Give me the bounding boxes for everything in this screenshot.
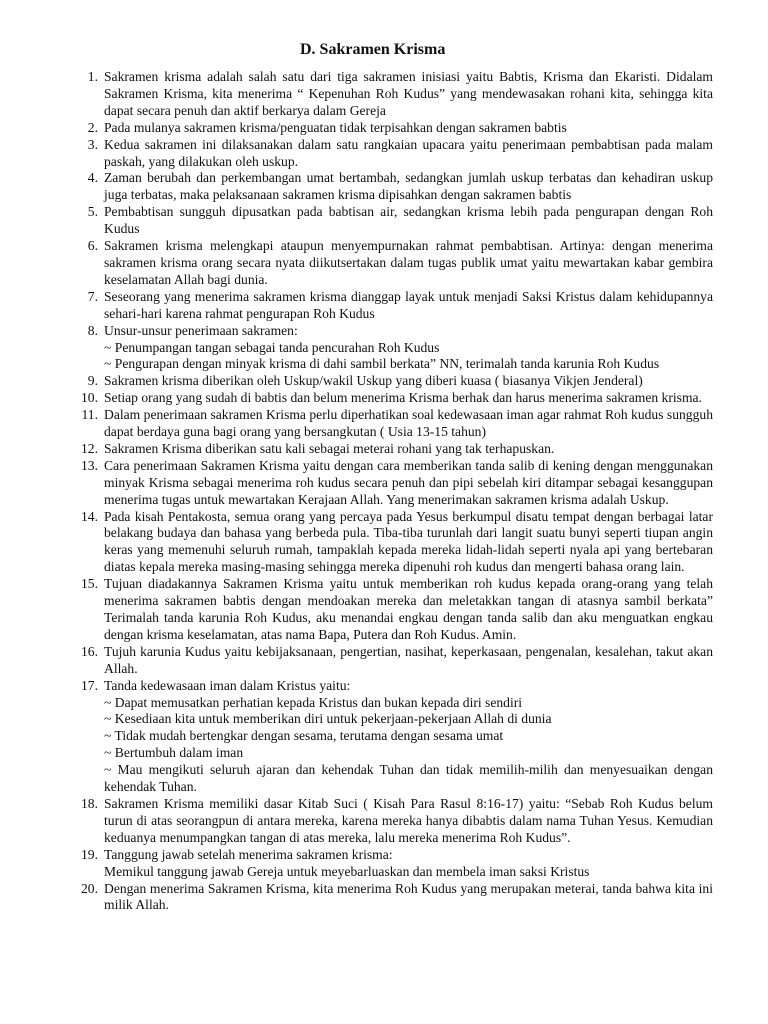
list-item <box>62 323 713 374</box>
item-text: Tanggung jawab setelah menerima sakramen krisma: <box>104 846 393 862</box>
list-item <box>62 847 713 881</box>
item-number: 2. <box>87 119 98 135</box>
list-item <box>62 678 713 796</box>
item-number: 3. <box>87 136 98 152</box>
item-number: 13. <box>81 457 98 473</box>
item-number: 10. <box>81 390 98 406</box>
sub-item: ~ Bertumbuh dalam iman <box>104 745 244 761</box>
item-text: Pembabtisan sungguh dipusatkan pada babtisan air, sedangkan krisma lebih pada pengurapan dengan Roh Kudus <box>104 204 713 237</box>
item-number: 19. <box>81 846 98 862</box>
sub-item: ~ Kesediaan kita untuk memberikan diri untuk pekerjaan-pekerjaan Allah di dunia <box>104 711 552 727</box>
item-text: Sakramen Krisma diberikan satu kali sebagai meterai rohani yang tak terhapuskan. <box>104 440 555 456</box>
item-text: Sakramen krisma adalah salah satu dari tiga sakramen inisiasi yaitu Babtis, Krisma dan Ekaristi. Didalam Sakramen Krisma, kita menerima “ Kepenuhan Roh Kudus” yang mendewasakan rohani kita, sehingga kita dapat secara penuh dan aktif berkarya dalam Gereja <box>104 69 713 118</box>
item-number: 18. <box>81 795 98 811</box>
list-item <box>62 120 713 137</box>
item-text: Zaman berubah dan perkembangan umat bertambah, sedangkan jumlah uskup terbatas dan kehadiran uskup juga terbatas, maka pelaksanaan sakramen krisma dipisahkan dengan sakramen babtis <box>104 170 713 203</box>
list-item <box>62 441 713 458</box>
item-text: Kedua sakramen ini dilaksanakan dalam satu rangkaian upacara yaitu penerimaan pembabtisan pada malam paskah, yang dilakukan oleh uskup. <box>104 136 713 169</box>
list-item <box>62 238 713 289</box>
item-text: Pada kisah Pentakosta, semua orang yang percaya pada Yesus berkumpul disatu tempat dengan berbagai latar belakang budaya dan bahasa yang berbeda pula. Tiba-tiba turunlah dari langit suatu bunyi seperti tiupan angin keras yang memenuhi seluruh rumah, tampaklah kepada mereka lidah-lidah seperti nyala api yang bertebaran diatas kepala mereka masing-masing sehingga mereka dipenuhi roh kudus dan mengerti bahasa orang lain. <box>104 508 713 575</box>
item-text: Tujuh karunia Kudus yaitu kebijaksanaan, pengertian, nasihat, keperkasaan, pengenalan, kesalehan, takut akan Allah. <box>104 643 713 676</box>
item-number: 12. <box>81 440 98 456</box>
item-number: 20. <box>81 880 98 896</box>
sub-item: ~ Penumpangan tangan sebagai tanda pencurahan Roh Kudus <box>104 339 440 355</box>
sub-item: Memikul tanggung jawab Gereja untuk meyebarluaskan dan membela iman saksi Kristus <box>104 863 590 879</box>
list-item <box>62 170 713 204</box>
item-text: Seseorang yang menerima sakramen krisma dianggap layak untuk menjadi Saksi Kristus dalam kehidupannya sehari-hari karena rahmat pengurapan Roh Kudus <box>104 288 713 321</box>
sub-item: ~ Tidak mudah bertengkar dengan sesama, terutama dengan sesama umat <box>104 728 504 744</box>
item-number: 6. <box>87 238 98 254</box>
item-text: Sakramen krisma melengkapi ataupun menyempurnakan rahmat pembabtisan. Artinya: dengan menerima sakramen krisma orang secara nyata diikutsertakan dalam tugas publik umat yaitu mewartakan kabar gembira keselamatan Allah bagi dunia. <box>104 238 713 287</box>
item-number: 14. <box>81 508 98 524</box>
item-body <box>98 678 713 796</box>
sub-item: ~ Pengurapan dengan minyak krisma di dahi sambil berkata” NN, terimalah tanda karunia Roh Kudus <box>104 356 660 372</box>
item-number: 4. <box>87 170 98 186</box>
item-text: Tujuan diadakannya Sakramen Krisma yaitu untuk memberikan roh kudus kepada orang-orang yang telah menerima sakramen babtis dengan mendoakan mereka dan meletakkan tangan di atasnya sambil berkata” Terimalah tanda karunia Roh Kudus, aku menandai engkau dengan tanda salib dan aku menguatkan engkau dengan krisma keselamatan, atas nama Bapa, Putera dan Roh Kudus. Amin. <box>104 576 713 642</box>
section-title: D. Sakramen Krisma <box>300 41 446 58</box>
item-number: 11. <box>81 407 98 423</box>
sub-item: ~ Mau mengikuti seluruh ajaran dan kehendak Tuhan dan tidak memilih-milih dan menyesuaikan dengan kehendak Tuhan. <box>104 762 713 795</box>
list-item <box>62 373 713 390</box>
item-number: 15. <box>81 576 98 592</box>
item-text: Tanda kedewasaan iman dalam Kristus yaitu: <box>104 677 351 693</box>
list-item <box>62 407 713 441</box>
list-item <box>62 509 713 577</box>
item-text: Setiap orang yang sudah di babtis dan belum menerima Krisma berhak dan harus menerima sakramen krisma. <box>104 390 702 406</box>
item-text: Cara penerimaan Sakramen Krisma yaitu dengan cara memberikan tanda salib di kening dengan menggunakan minyak Krisma sebagai menerima roh kudus secara penuh dan pipi sebelah kiri ditampar sebagai kesanggupan menerima tugas untuk mewartakan Kerajaan Allah. Yang menerimakan sakramen krisma adalah Uskup. <box>104 457 713 507</box>
item-number: 7. <box>87 288 98 304</box>
item-text: Dalam penerimaan sakramen Krisma perlu diperhatikan soal kedewasaan iman agar rahmat Roh kudus sungguh dapat berdaya guna bagi orang yang bersangkutan ( Usia 13-15 tahun) <box>104 407 713 440</box>
item-text: Sakramen krisma diberikan oleh Uskup/wakil Uskup yang diberi kuasa ( biasanya Vikjen Jenderal) <box>104 373 643 389</box>
item-text: Sakramen Krisma memiliki dasar Kitab Suci ( Kisah Para Rasul 8:16-17) yaitu: “Sebab Roh Kudus belum turun di atas seorangpun di antara mereka, karena mereka hanya dibabtis dalam nama Tuhan Yesus. Kemudian keduanya menumpangkan tangan di atas mereka, lalu mereka menerima Roh Kudus”. <box>104 795 713 845</box>
item-number: 1. <box>87 69 98 84</box>
item-text: Pada mulanya sakramen krisma/penguatan tidak terpisahkan dengan sakramen babtis <box>104 119 567 135</box>
list-item <box>62 204 713 238</box>
list-item <box>62 576 713 644</box>
list-item <box>62 796 713 847</box>
item-body <box>98 323 713 374</box>
list-item <box>62 69 713 120</box>
list-item <box>62 390 713 407</box>
item-text: Dengan menerima Sakramen Krisma, kita menerima Roh Kudus yang merupakan meterai, tanda bahwa kita ini milik Allah. <box>104 880 713 913</box>
sub-item: ~ Dapat memusatkan perhatian kepada Kristus dan bukan kepada diri sendiri <box>104 694 523 710</box>
item-number: 8. <box>87 322 98 338</box>
list-item <box>62 458 713 509</box>
item-body <box>98 847 713 881</box>
item-number: 9. <box>87 373 98 389</box>
list-item <box>62 289 713 323</box>
list-item <box>62 881 713 915</box>
list-item <box>62 644 713 678</box>
numbered-list <box>62 69 713 914</box>
item-number: 16. <box>81 643 98 659</box>
item-number: 5. <box>87 204 98 220</box>
list-item <box>62 137 713 171</box>
item-number: 17. <box>81 677 98 693</box>
item-text: Unsur-unsur penerimaan sakramen: <box>104 322 298 338</box>
